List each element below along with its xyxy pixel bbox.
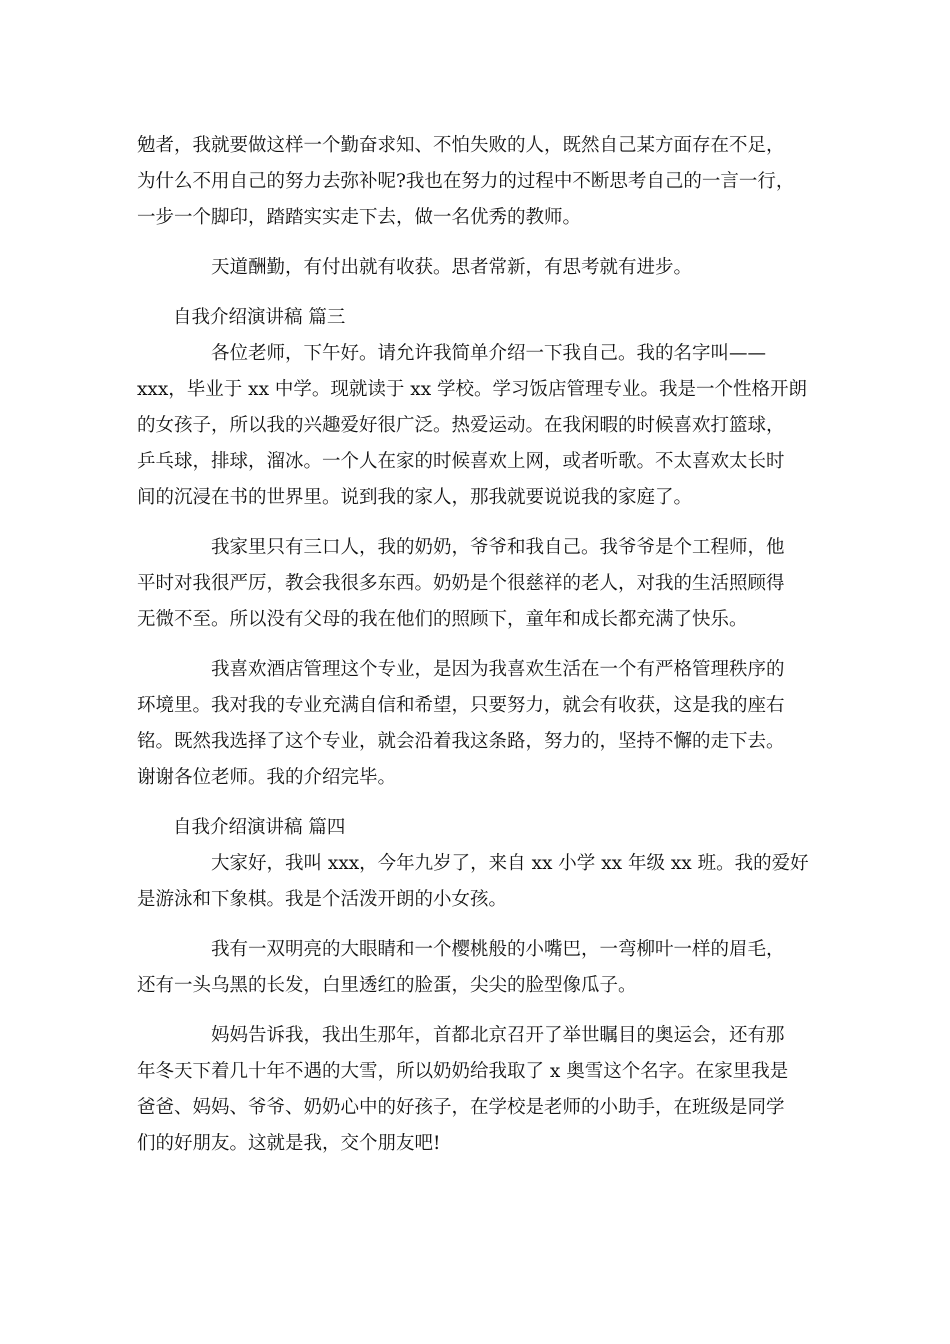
paragraph-line: 们的好朋友。这就是我，交个朋友吧! [137, 1133, 441, 1154]
paragraph-line: 铭。既然我选择了这个专业，就会沿着我这条路，努力的，坚持不懈的走下去。 [137, 731, 785, 752]
paragraph-line: 的女孩子，所以我的兴趣爱好很广泛。热爱运动。在我闲暇的时候喜欢打篮球， [137, 415, 785, 436]
paragraph [137, 530, 817, 638]
section-heading: 自我介绍演讲稿 篇四 [173, 817, 346, 838]
paragraph-line: 间的沉浸在书的世界里。说到我的家人，那我就要说说我的家庭了。 [137, 487, 693, 508]
paragraph-line: 一步一个脚印，踏踏实实走下去，做一名优秀的教师。 [137, 207, 582, 228]
paragraph-line: 我有一双明亮的大眼睛和一个樱桃般的小嘴巴，一弯柳叶一样的眉毛， [211, 939, 785, 960]
paragraph-line: 各位老师，下午好。请允许我简单介绍一下我自己。我的名字叫—— [211, 343, 767, 364]
paragraph-line: 是游泳和下象棋。我是个活泼开朗的小女孩。 [137, 889, 508, 910]
paragraph-line: 爸爸、妈妈、爷爷、奶奶心中的好孩子，在学校是老师的小助手，在班级是同学 [137, 1097, 785, 1118]
paragraph-line: 无微不至。所以没有父母的我在他们的照顾下，童年和成长都充满了快乐。 [137, 609, 748, 630]
paragraph [137, 652, 817, 796]
paragraph-line: 年冬天下着几十年不遇的大雪，所以奶奶给我取了 x 奥雪这个名字。在家里我是 [137, 1061, 789, 1082]
paragraph-line: 环境里。我对我的专业充满自信和希望，只要努力，就会有收获，这是我的座右 [137, 695, 785, 716]
paragraph [137, 336, 817, 516]
paragraph-line: 谢谢各位老师。我的介绍完毕。 [137, 767, 397, 788]
paragraph-line: 我喜欢酒店管理这个专业，是因为我喜欢生活在一个有严格管理秩序的 [211, 659, 785, 680]
paragraph-line: 平时对我很严厉，教会我很多东西。奶奶是个很慈祥的老人，对我的生活照顾得 [137, 573, 785, 594]
paragraph-line: 为什么不用自己的努力去弥补呢?我也在努力的过程中不断思考自己的一言一行， [137, 171, 795, 192]
paragraph-line: 勉者，我就要做这样一个勤奋求知、不怕失败的人，既然自己某方面存在不足， [137, 135, 785, 156]
paragraph-line: 天道酬勤，有付出就有收获。思者常新，有思考就有进步。 [211, 257, 693, 278]
paragraph [137, 846, 817, 918]
document-body [137, 128, 817, 1176]
paragraph [137, 128, 817, 236]
paragraph-line: 还有一头乌黑的长发，白里透红的脸蛋，尖尖的脸型像瓜子。 [137, 975, 637, 996]
paragraph [137, 932, 817, 1004]
paragraph-line: 大家好，我叫 xxx，今年九岁了，来自 xx 小学 xx 年级 xx 班。我的爱好 [211, 853, 809, 874]
section-heading: 自我介绍演讲稿 篇三 [173, 307, 346, 328]
paragraph [137, 250, 817, 286]
paragraph-line: 我家里只有三口人，我的奶奶，爷爷和我自己。我爷爷是个工程师，他 [211, 537, 785, 558]
paragraph-line: 乒乓球，排球，溜冰。一个人在家的时候喜欢上网，或者听歌。不太喜欢太长时 [137, 451, 785, 472]
paragraph-line: 妈妈告诉我，我出生那年，首都北京召开了举世瞩目的奥运会，还有那 [211, 1025, 785, 1046]
paragraph [137, 1018, 817, 1162]
paragraph-line: xxx，毕业于 xx 中学。现就读于 xx 学校。学习饭店管理专业。我是一个性格开朗 [137, 379, 808, 400]
